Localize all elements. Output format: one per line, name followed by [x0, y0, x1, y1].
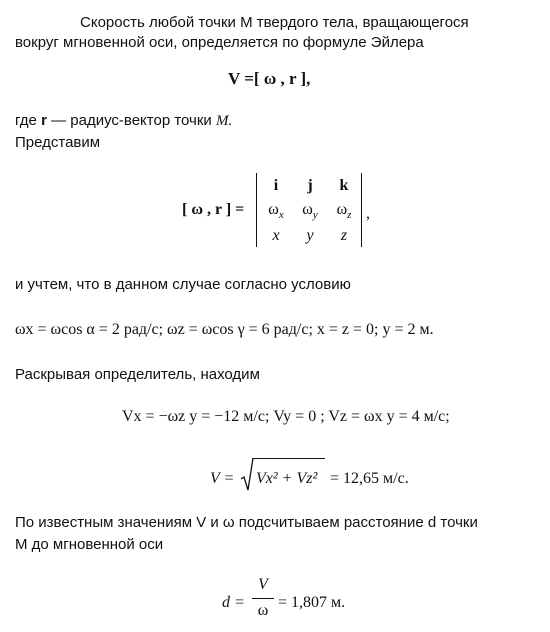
determinant-tail-text: ,: [366, 205, 370, 222]
fraction-bar: [252, 598, 274, 599]
distance-rhs: [278, 594, 345, 612]
det-cell-x: x: [272, 227, 280, 244]
represent-line: [15, 134, 100, 152]
determinant-lhs: [182, 201, 244, 219]
distance-rhs-text: = 1,807 м.: [278, 594, 346, 611]
determinant-tail: [366, 205, 370, 223]
fraction-denominator: ω: [257, 602, 269, 619]
determinant-lhs-text: [ ω , r ] =: [182, 201, 245, 218]
distance-lhs: [222, 594, 245, 612]
euler-formula-text: V =[ ω , r ],: [228, 69, 311, 88]
fraction-numerator: V: [258, 576, 268, 593]
determinant-matrix: [256, 173, 362, 247]
det-cell-omega-y-sub: y: [312, 209, 318, 222]
det-cell-k: k: [339, 177, 349, 194]
sqrt-sign-icon: [240, 457, 254, 493]
det-cell-omega-x-sub: x: [278, 209, 284, 222]
det-cell-j: j: [307, 177, 313, 194]
paragraph-intro-line2: [15, 34, 424, 52]
paragraph-distance-line1: [15, 514, 478, 532]
conditions-formula-text: ωx = ωcos α = 2 рад/с; ωz = ωcos γ = 6 рад/с; x = z = 0; y = 2 м.: [15, 321, 434, 338]
distance-line1-text: По известным значениям V и ω подсчитываем расстояние d точки: [15, 514, 478, 531]
conditions-formula: [15, 321, 434, 339]
det-cell-z: z: [340, 227, 348, 244]
det-cell-i: i: [273, 177, 279, 194]
distance-lhs-text: d =: [222, 594, 245, 611]
paragraph-conditions-intro: [15, 276, 351, 294]
expand-text: Раскрывая определитель, находим: [15, 366, 260, 383]
velocity-components: [122, 408, 450, 426]
euler-formula: [228, 70, 310, 88]
paragraph-intro-line1: [80, 14, 469, 32]
where-prefix: где: [15, 112, 37, 129]
distance-line2-text: M до мгновенной оси: [15, 536, 164, 553]
det-cell-omega-y: $\omega_y$: [302, 201, 318, 222]
paragraph-expand: [15, 366, 260, 384]
conditions-intro-text: и учтем, что в данном случае согласно условию: [15, 276, 351, 293]
intro-line2-text: вокруг мгновенной оси, определяется по формуле Эйлера: [15, 34, 424, 51]
speed-lhs-text: V =: [210, 470, 235, 487]
speed-lhs: [210, 470, 234, 488]
distance-fraction: [252, 574, 274, 624]
det-cell-omega-z: $\omega_z$: [336, 201, 352, 222]
where-point: M.: [215, 113, 233, 129]
speed-radicand: [256, 470, 317, 488]
paragraph-distance-line2: [15, 536, 163, 554]
intro-line1-text: Скорость любой точки M твердого тела, вращающегося: [80, 14, 469, 31]
det-cell-omega-z-sub: z: [347, 209, 352, 222]
sqrt-overline: [253, 458, 325, 459]
speed-radicand-text: Vx² + Vz²: [256, 470, 318, 487]
speed-rhs-text: = 12,65 м/с.: [330, 470, 409, 487]
where-line: [15, 112, 232, 130]
represent-text: Представим: [15, 134, 101, 151]
det-cell-omega-x: $\omega_x$: [268, 201, 284, 222]
speed-rhs: [330, 470, 409, 488]
where-rest: — радиус-вектор точки: [51, 112, 212, 129]
velocity-components-text: Vx = −ωz y = −12 м/с; Vy = 0 ; Vz = ωx y = 4 м/с;: [122, 408, 450, 425]
det-cell-y: y: [306, 227, 314, 244]
where-vector-r: r: [41, 112, 47, 129]
